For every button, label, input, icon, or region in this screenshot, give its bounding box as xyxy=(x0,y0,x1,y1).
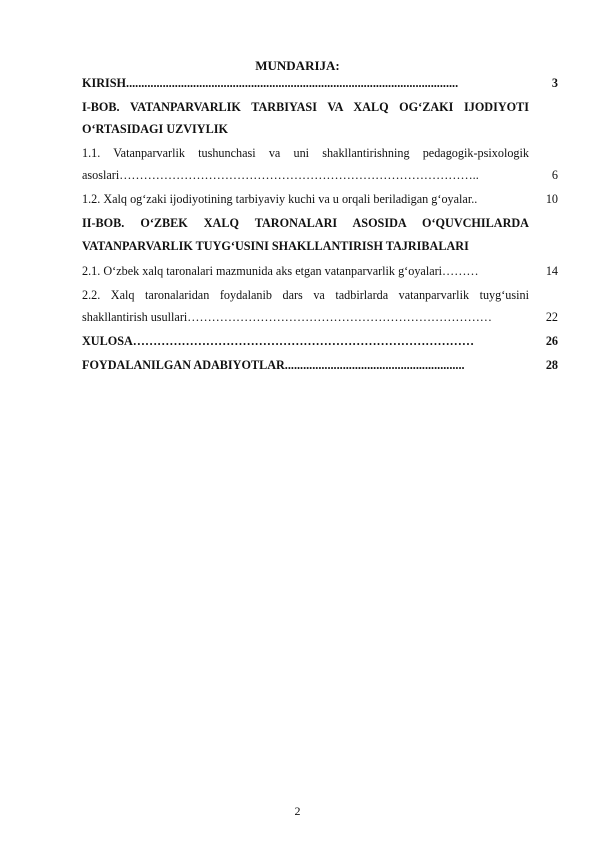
toc-entry-chapter-1[interactable] xyxy=(82,96,558,140)
page-number: 2 xyxy=(294,804,301,818)
toc-entry-section-1-2[interactable] xyxy=(82,188,558,210)
toc-entry-text: XULOSA………………………………………………………………………… xyxy=(82,334,475,348)
toc-entry-text: I-BOB. VATANPARVARLIK TARBIYASI VA XALQ OG‘ZAKI IJODIYOTI O‘RTASIDAGI UZVIYLIK xyxy=(82,100,529,136)
toc-entry-text: FOYDALANILGAN ADABIYOTLAR........................................................... xyxy=(82,358,465,372)
toc-entry-chapter-2[interactable] xyxy=(82,212,558,258)
table-of-contents xyxy=(82,72,558,376)
toc-entry-page: 14 xyxy=(545,264,558,278)
toc-entry-text: II-BOB. O‘ZBEK XALQ TARONALARI ASOSIDA O‘QUVCHILARDA VATANPARVARLIK TUYG‘USINI SHAKLLANTIRISH TAJRIBALARI xyxy=(82,216,529,253)
toc-entry-kirish[interactable] xyxy=(82,72,558,94)
toc-entry-page: 22 xyxy=(545,310,558,324)
toc-entry-section-1-1[interactable] xyxy=(82,142,558,186)
toc-entry-section-2-2[interactable] xyxy=(82,284,558,328)
toc-entry-text: 1.1. Vatanparvarlik tushunchasi va uni shakllantirishning pedagogik-psixologik asoslari…………………………………………………………………………….. xyxy=(82,146,529,182)
toc-entry-adabiyotlar[interactable] xyxy=(82,354,558,376)
toc-entry-xulosa[interactable] xyxy=(82,330,558,352)
toc-title: MUNDARIJA: xyxy=(255,58,340,73)
toc-entry-page: 26 xyxy=(545,334,558,348)
toc-entry-section-2-1[interactable] xyxy=(82,260,558,282)
toc-entry-page: 28 xyxy=(545,358,558,372)
toc-entry-text: KIRISH............................................................................................................. xyxy=(82,76,459,90)
toc-entry-page: 10 xyxy=(545,192,558,206)
toc-entry-page: 3 xyxy=(551,76,558,90)
toc-entry-page: 6 xyxy=(551,168,558,182)
toc-entry-text: 2.1. O‘zbek xalq taronalari mazmunida aks etgan vatanparvarlik g‘oyalari……… xyxy=(82,264,479,278)
toc-entry-text: 2.2. Xalq taronalaridan foydalanib dars va tadbirlarda vatanparvarlik tuyg‘usini shakllantirish usullari………………………………………………………………… xyxy=(82,288,529,324)
toc-entry-text: 1.2. Xalq og‘zaki ijodiyotining tarbiyaviy kuchi va u orqali beriladigan g‘oyalar.. xyxy=(82,192,478,206)
